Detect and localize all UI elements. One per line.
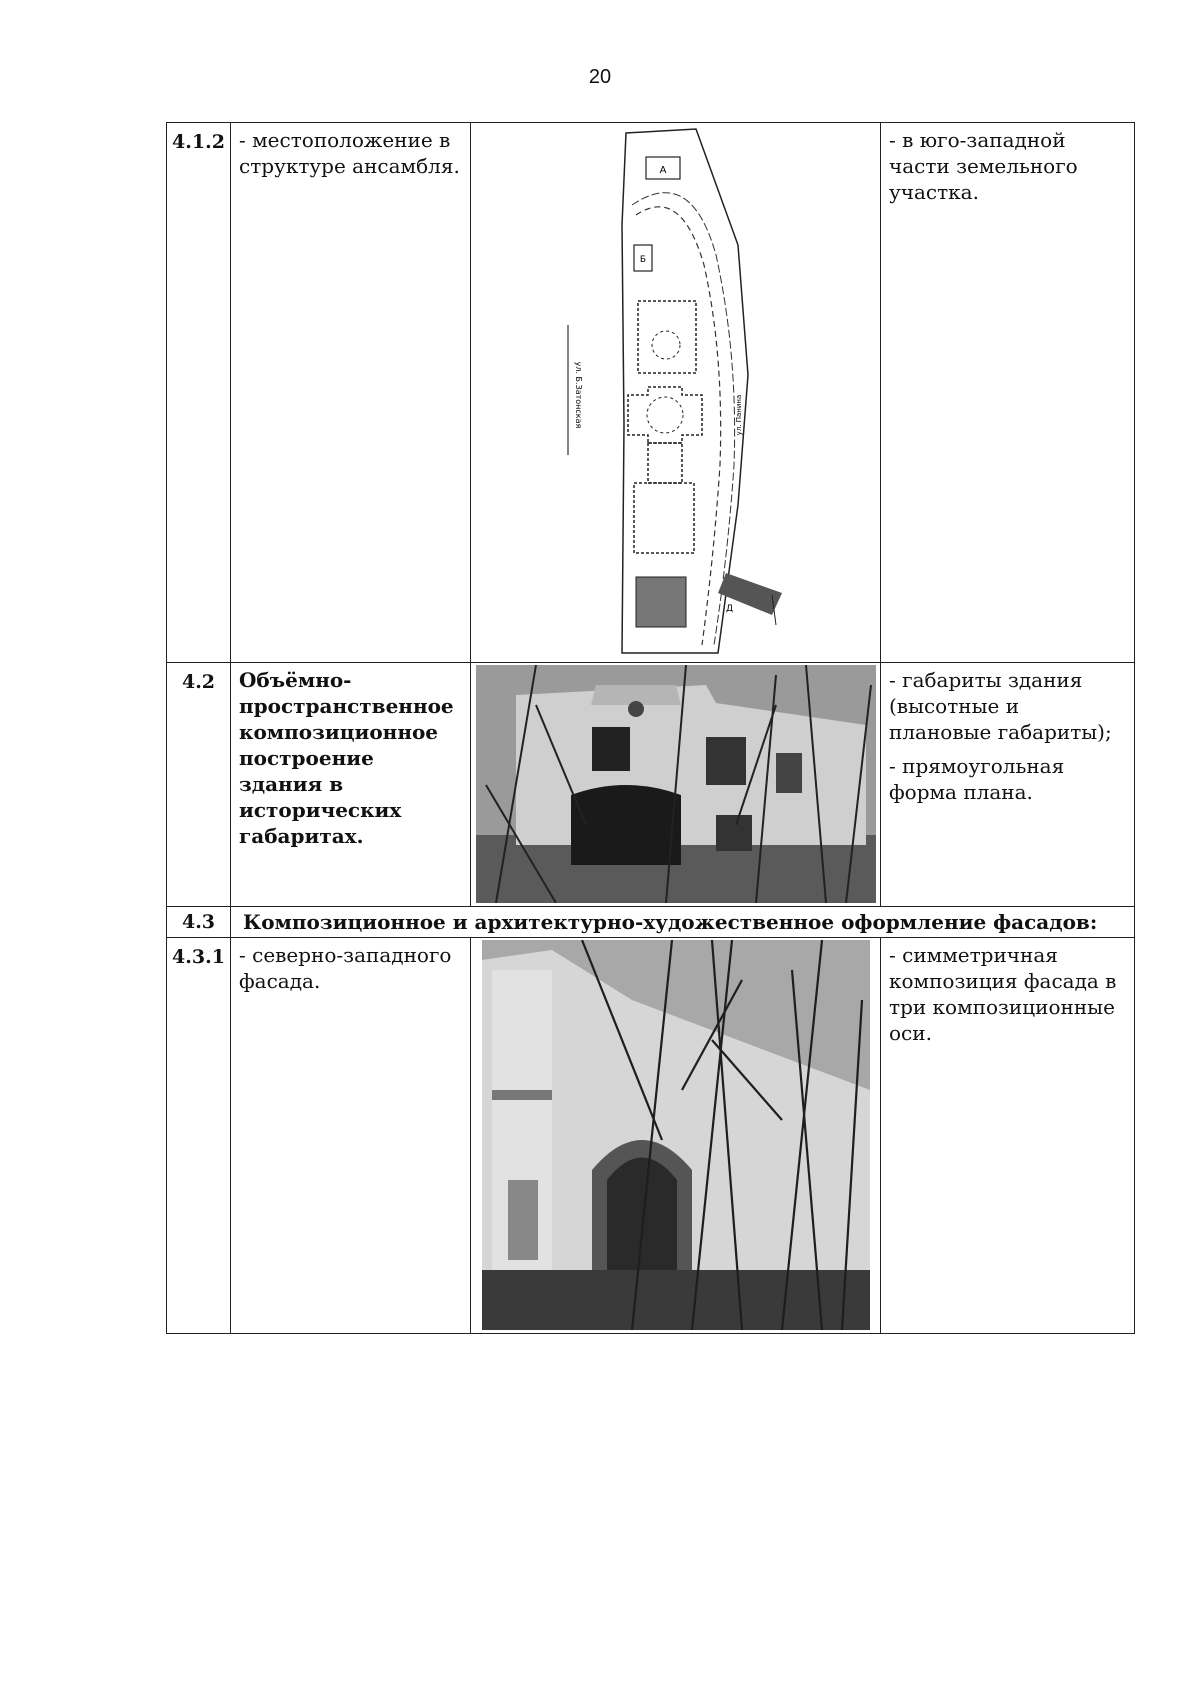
site-plan-drawing — [476, 125, 876, 655]
row-notes — [881, 663, 1135, 907]
row-notes — [881, 938, 1135, 1334]
table-row — [167, 907, 1135, 938]
photo-cell — [471, 663, 881, 907]
row-label: Объёмно-пространственное композиционное построение здания в исторических габаритах. — [231, 663, 471, 907]
page-number: 20 — [588, 66, 612, 88]
plan-street-right: ул. Панина — [734, 394, 743, 436]
table-row — [167, 663, 1135, 907]
plan-label-d: Д — [725, 604, 733, 614]
plan-label-b: Б — [639, 255, 646, 265]
table-row — [167, 123, 1135, 663]
site-plan-cell — [471, 123, 881, 663]
heritage-table — [166, 122, 1134, 1334]
plan-street-left: ул. Б.Затонская — [573, 361, 583, 429]
note-text: - габариты здания (высотные и плановые габариты); — [889, 668, 1112, 744]
row-number: 4.3.1 — [167, 938, 231, 1334]
row-number: 4.3 — [167, 907, 231, 938]
note-text: - в юго-западной части земельного участка. — [889, 128, 1078, 204]
note-text: - прямоугольная форма плана. — [889, 754, 1065, 804]
section-heading: Композиционное и архитектурно-художественное оформление фасадов: — [231, 907, 1135, 938]
row-label: - северно-западного фасада. — [231, 938, 471, 1334]
note-text: - симметричная композиция фасада в три композиционные оси. — [889, 943, 1117, 1045]
row-notes — [881, 123, 1135, 663]
photo-building-overview — [476, 665, 876, 903]
photo-cell — [471, 938, 881, 1334]
row-number: 4.2 — [167, 663, 231, 907]
row-label: - местоположение в структуре ансамбля. — [231, 123, 471, 663]
plan-label-a: А — [659, 165, 666, 176]
row-number: 4.1.2 — [167, 123, 231, 663]
photo-northwest-facade — [482, 940, 870, 1330]
table-row — [167, 938, 1135, 1334]
